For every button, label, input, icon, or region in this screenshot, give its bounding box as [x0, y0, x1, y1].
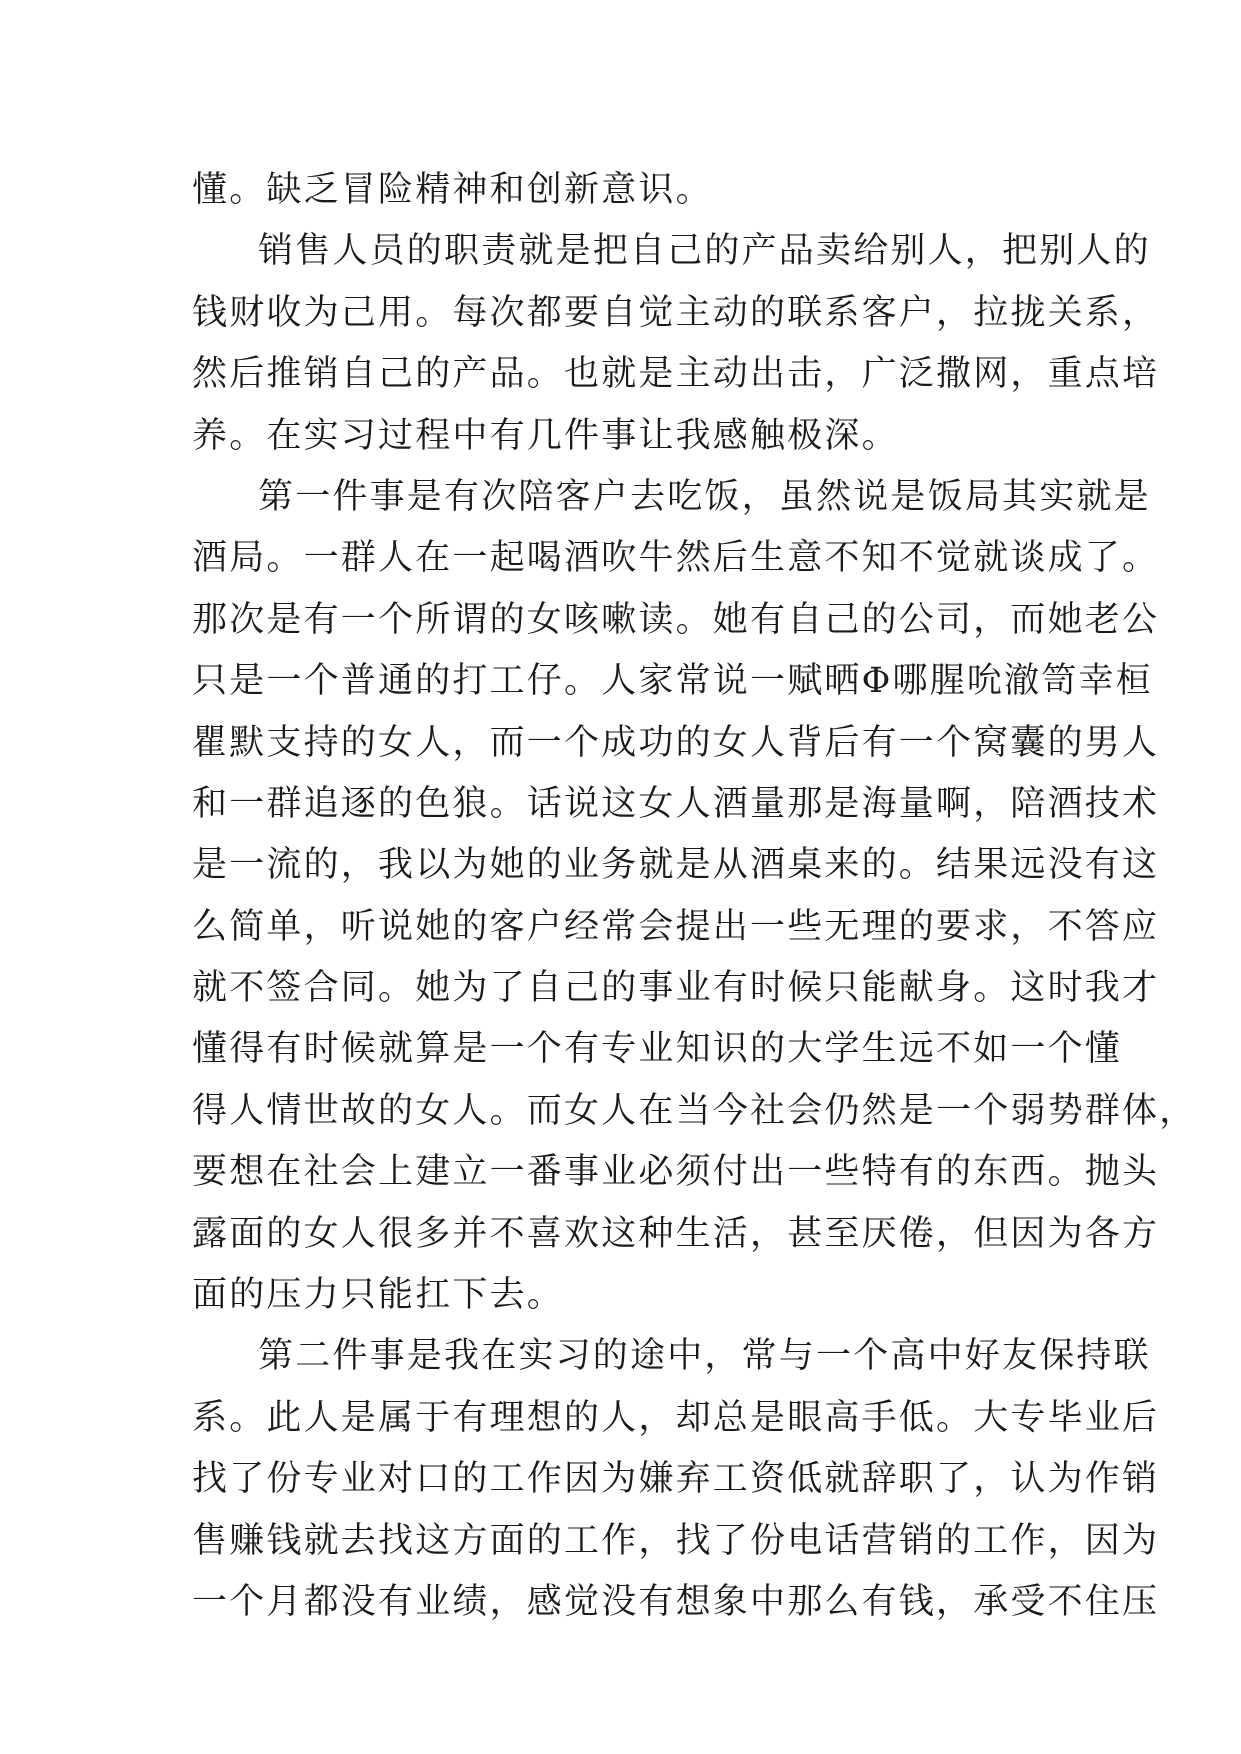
- text-line: 养。在实习过程中有几件事让我感触极深。: [192, 415, 899, 456]
- text-line: 找了份专业对口的工作因为嫌弃工资低就辞职了，认为作销: [192, 1459, 1160, 1500]
- text-line: 酒局。一群人在一起喝酒吹牛然后生意不知不觉就谈成了。: [192, 538, 1160, 579]
- text-line: 一个月都没有业绩，感觉没有想象中那么有钱，承受不住压: [192, 1581, 1160, 1622]
- text-line: 那次是有一个所谓的女咳嗽读。她有自己的公司，而她老公: [192, 599, 1160, 640]
- text-line: 和一群追逐的色狼。话说这女人酒量那是海量啊，陪酒技术: [192, 783, 1160, 824]
- text-line: 得人情世故的女人。而女人在当今社会仍然是一个弱势群体，: [192, 1090, 1197, 1131]
- text-line: 只是一个普通的打工仔。人家常说一赋晒Φ哪腥吮澈笥幸桓: [192, 661, 1153, 702]
- text-line: 系。此人是属于有理想的人，却总是眼高手低。大专毕业后: [192, 1397, 1160, 1438]
- text-line: 销售人员的职责就是把自己的产品卖给别人，把别人的: [258, 231, 1151, 272]
- text-line: 懂。缺乏冒险精神和创新意识。: [192, 170, 713, 210]
- text-line: 第一件事是有次陪客户去吃饭，虽然说是饭局其实就是: [258, 476, 1151, 517]
- text-line: 是一流的，我以为她的业务就是从酒桌来的。结果远没有这: [192, 845, 1160, 886]
- text-line: 售赚钱就去找这方面的工作，找了份电话营销的工作，因为: [192, 1520, 1160, 1561]
- text-line: 第二件事是我在实习的途中，常与一个高中好友保持联: [258, 1336, 1151, 1377]
- text-line: 面的压力只能扛下去。: [192, 1275, 565, 1316]
- text-line: 钱财收为己用。每次都要自觉主动的联系客户，拉拢关系，: [192, 292, 1160, 333]
- body-text: [192, 160, 1197, 1633]
- text-line: 么简单，听说她的客户经常会提出一些无理的要求，不答应: [192, 906, 1160, 947]
- text-line: 懂得有时候就算是一个有专业知识的大学生远不如一个懂: [192, 1029, 1123, 1070]
- text-line: 露面的女人很多并不喜欢这种生活，甚至厌倦，但因为各方: [192, 1213, 1160, 1254]
- text-line: 要想在社会上建立一番事业必须付出一些特有的东西。抛头: [192, 1152, 1160, 1193]
- text-line: 瞿默支持的女人，而一个成功的女人背后有一个窝囊的男人: [192, 722, 1160, 763]
- text-line: 然后推销自己的产品。也就是主动出击，广泛撒网，重点培: [192, 354, 1160, 395]
- text-line: 就不签合同。她为了自己的事业有时候只能献身。这时我才: [192, 968, 1160, 1009]
